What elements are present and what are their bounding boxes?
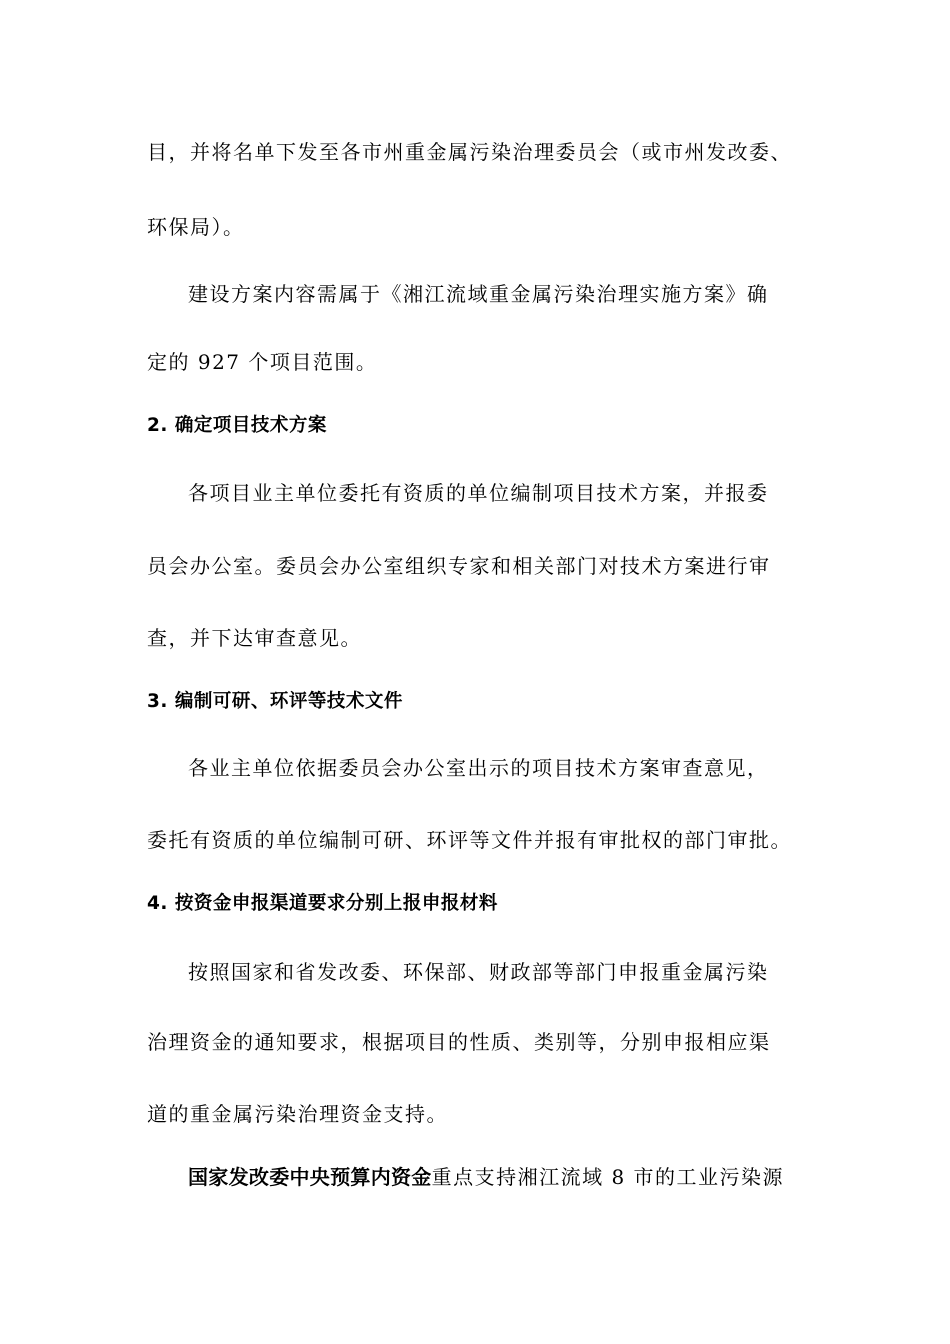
- section-heading-3: 3. 编制可研、环评等技术文件: [147, 691, 403, 712]
- paragraph-line: 员会办公室。委员会办公室组织专家和相关部门对技术方案进行审: [147, 554, 771, 578]
- paragraph-line: 委托有资质的单位编制可研、环评等文件并报有审批权的部门审批。: [147, 828, 792, 852]
- bold-phrase: 国家发改委中央预算内资金: [188, 1165, 432, 1189]
- paragraph-line: 环保局）。: [147, 215, 245, 239]
- line-rest: 重点支持湘江流域 8 市的工业污染源: [431, 1165, 785, 1189]
- paragraph-line: 建设方案内容需属于《湘江流域重金属污染治理实施方案》确: [188, 282, 769, 306]
- paragraph-line: 定的 927 个项目范围。: [147, 350, 378, 374]
- section-heading-2: 2. 确定项目技术方案: [147, 415, 327, 436]
- paragraph-line: 各项目业主单位委托有资质的单位编制项目技术方案，并报委: [188, 481, 769, 505]
- section-heading-4: 4. 按资金申报渠道要求分别上报申报材料: [147, 893, 498, 914]
- paragraph-line: 各业主单位依据委员会办公室出示的项目技术方案审查意见，: [188, 756, 769, 780]
- paragraph-line: 道的重金属污染治理资金支持。: [147, 1102, 448, 1126]
- paragraph-line: 目，并将名单下发至各市州重金属污染治理委员会（或市州发改委、: [147, 140, 792, 164]
- paragraph-line-last: [188, 1160, 784, 1194]
- paragraph-line: 按照国家和省发改委、环保部、财政部等部门申报重金属污染: [188, 960, 769, 984]
- paragraph-line: 治理资金的通知要求，根据项目的性质、类别等，分别申报相应渠: [147, 1030, 771, 1054]
- paragraph-line: 查，并下达审查意见。: [147, 626, 362, 650]
